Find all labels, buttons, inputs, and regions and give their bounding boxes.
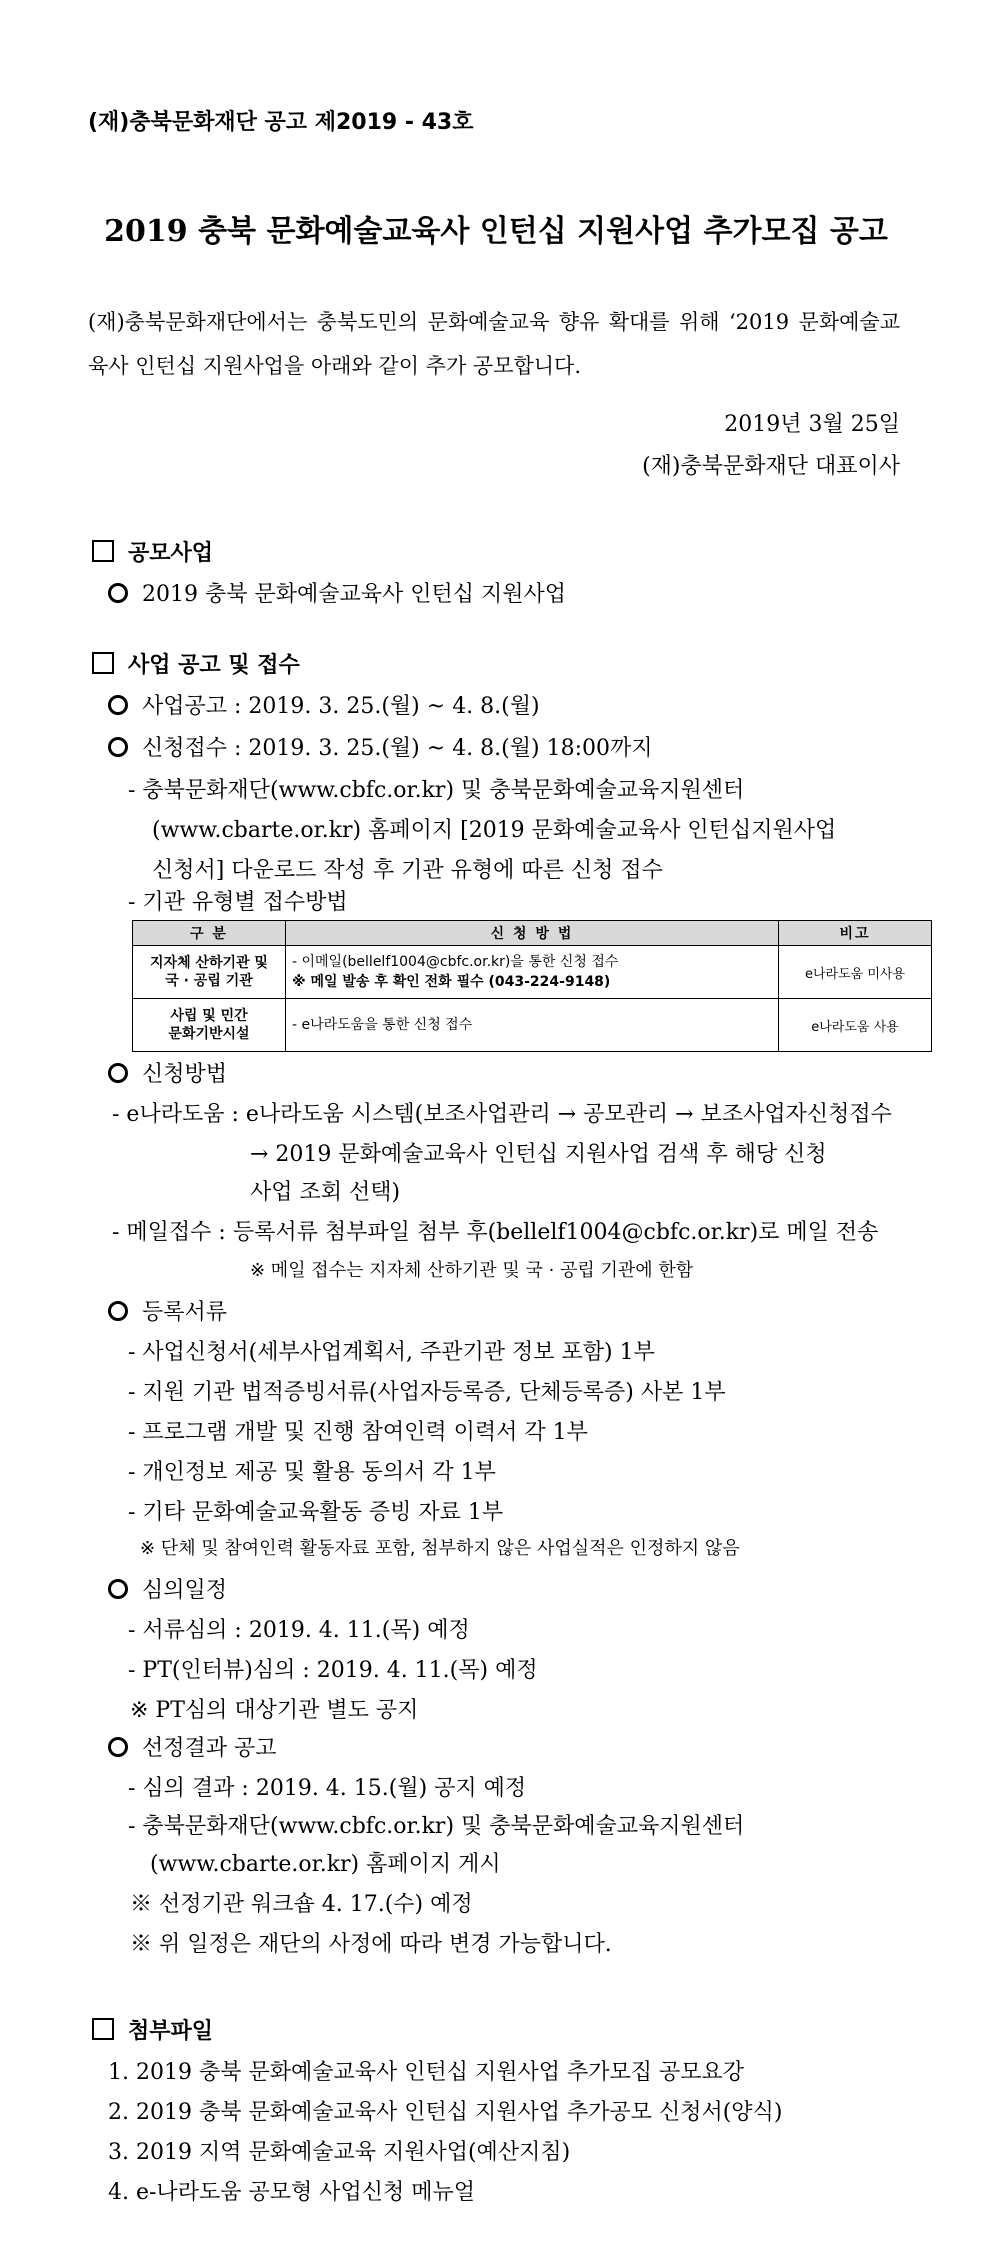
announce-period: 사업공고 : 2019. 3. 25.(월) ~ 4. 8.(월) [108, 692, 540, 722]
table-cell-note: e나라도움 미사용 [779, 946, 932, 999]
apply-method-line: - 메일접수 : 등록서류 첨부파일 첨부 후(bellelf1004@cbfc.or.kr)로 메일 전송 [112, 1220, 879, 1245]
notice-number: (재)충북문화재단 공고 제2019 - 43호 [88, 110, 474, 135]
document-item: - 기타 문화예술교육활동 증빙 자료 1부 [128, 1500, 504, 1525]
receipt-detail-line: - 충북문화재단(www.cbfc.or.kr) 및 충북문화예술교육지원센터 [128, 778, 745, 803]
result-item: (www.cbarte.or.kr) 홈페이지 게시 [150, 1852, 501, 1877]
issuer: (재)충북문화재단 대표이사 [642, 454, 900, 479]
attachment-item: 2. 2019 충북 문화예술교육사 인턴십 지원사업 추가공모 신청서(양식) [108, 2100, 783, 2125]
table-row [133, 999, 932, 1052]
table-cell-category: 사립 및 민간 문화기반시설 [133, 999, 286, 1052]
document-item: - 프로그램 개발 및 진행 참여인력 이력서 각 1부 [128, 1420, 588, 1445]
section-heading-contest: 공모사업 [92, 538, 213, 568]
table-header: 구 분 [133, 921, 286, 946]
table-cell-method: - e나라도움을 통한 신청 접수 [286, 999, 779, 1052]
result-item: - 심의 결과 : 2019. 4. 15.(월) 공지 예정 [128, 1776, 527, 1801]
section-heading-attachments: 첨부파일 [92, 2016, 213, 2046]
receipt-detail-line: (www.cbarte.or.kr) 홈페이지 [2019 문화예술교육사 인턴십지원사업 [152, 818, 837, 843]
table-cell-method: - 이메일(bellelf1004@cbfc.or.kr)을 통한 신청 접수 ※ 메일 발송 후 확인 전화 필수 (043-224-9148) [286, 946, 779, 999]
review-note: ※ PT심의 대상기관 별도 공지 [130, 1698, 419, 1723]
attachment-item: 4. e-나라도움 공모형 사업신청 메뉴얼 [108, 2180, 475, 2205]
result-note: ※ 선정기관 워크숍 4. 17.(수) 예정 [130, 1892, 473, 1917]
attachment-item: 1. 2019 충북 문화예술교육사 인턴십 지원사업 추가모집 공모요강 [108, 2060, 744, 2085]
contest-item: 2019 충북 문화예술교육사 인턴십 지원사업 [108, 580, 566, 610]
receipt-period: 신청접수 : 2019. 3. 25.(월) ~ 4. 8.(월) 18:00까지 [108, 734, 652, 764]
document-item: - 개인정보 제공 및 활용 동의서 각 1부 [128, 1460, 496, 1485]
method-label: - 기관 유형별 접수방법 [128, 890, 348, 915]
circle-bullet-icon [108, 1301, 128, 1321]
result-note: ※ 위 일정은 재단의 사정에 따라 변경 가능합니다. [130, 1932, 612, 1957]
intro-paragraph: (재)충북문화재단에서는 충북도민의 문화예술교육 향유 확대를 위해 ‘2019 문화예술교육사 인턴십 지원사업을 아래와 같이 추가 공모합니다. [88, 310, 900, 378]
review-item: - PT(인터뷰)심의 : 2019. 4. 11.(목) 예정 [128, 1658, 538, 1683]
notice-date: 2019년 3월 25일 [724, 412, 900, 437]
table-header-row [133, 921, 932, 946]
apply-method-line: → 2019 문화예술교육사 인턴십 지원사업 검색 후 해당 신청 [250, 1142, 827, 1167]
review-heading: 심의일정 [108, 1576, 227, 1606]
square-bullet-icon [92, 652, 114, 674]
page-title: 2019 충북 문화예술교육사 인턴십 지원사업 추가모집 공고 [104, 214, 888, 249]
table-header: 신 청 방 법 [286, 921, 779, 946]
documents-heading: 등록서류 [108, 1298, 227, 1328]
document-item: - 사업신청서(세부사업계획서, 주관기관 정보 포함) 1부 [128, 1340, 655, 1365]
apply-method-line: - e나라도움 : e나라도움 시스템(보조사업관리 → 공모관리 → 보조사업자신청접수 [112, 1102, 892, 1127]
apply-method-heading: 신청방법 [108, 1060, 227, 1090]
circle-bullet-icon [108, 737, 128, 757]
square-bullet-icon [92, 2018, 114, 2040]
circle-bullet-icon [108, 1579, 128, 1599]
square-bullet-icon [92, 540, 114, 562]
document-item: - 지원 기관 법적증빙서류(사업자등록증, 단체등록증) 사본 1부 [128, 1380, 726, 1405]
circle-bullet-icon [108, 1063, 128, 1083]
circle-bullet-icon [108, 1737, 128, 1757]
circle-bullet-icon [108, 583, 128, 603]
circle-bullet-icon [108, 695, 128, 715]
apply-method-note: ※ 메일 접수는 지자체 산하기관 및 국 · 공립 기관에 한함 [250, 1260, 694, 1281]
table-cell-category: 지자체 산하기관 및 국 · 공립 기관 [133, 946, 286, 999]
method-table [132, 920, 932, 1052]
receipt-detail-line: 신청서] 다운로드 작성 후 기관 유형에 따른 신청 접수 [152, 858, 663, 883]
table-header: 비고 [779, 921, 932, 946]
apply-method-line: 사업 조회 선택) [250, 1180, 401, 1205]
section-heading-receipt: 사업 공고 및 접수 [92, 650, 300, 680]
review-item: - 서류심의 : 2019. 4. 11.(목) 예정 [128, 1618, 470, 1643]
table-row [133, 946, 932, 999]
result-item: - 충북문화재단(www.cbfc.or.kr) 및 충북문화예술교육지원센터 [128, 1814, 745, 1839]
document-note: ※ 단체 및 참여인력 활동자료 포함, 첨부하지 않은 사업실적은 인정하지 않음 [140, 1538, 740, 1559]
result-heading: 선정결과 공고 [108, 1734, 277, 1764]
table-cell-note: e나라도움 사용 [779, 999, 932, 1052]
attachment-item: 3. 2019 지역 문화예술교육 지원사업(예산지침) [108, 2140, 571, 2165]
